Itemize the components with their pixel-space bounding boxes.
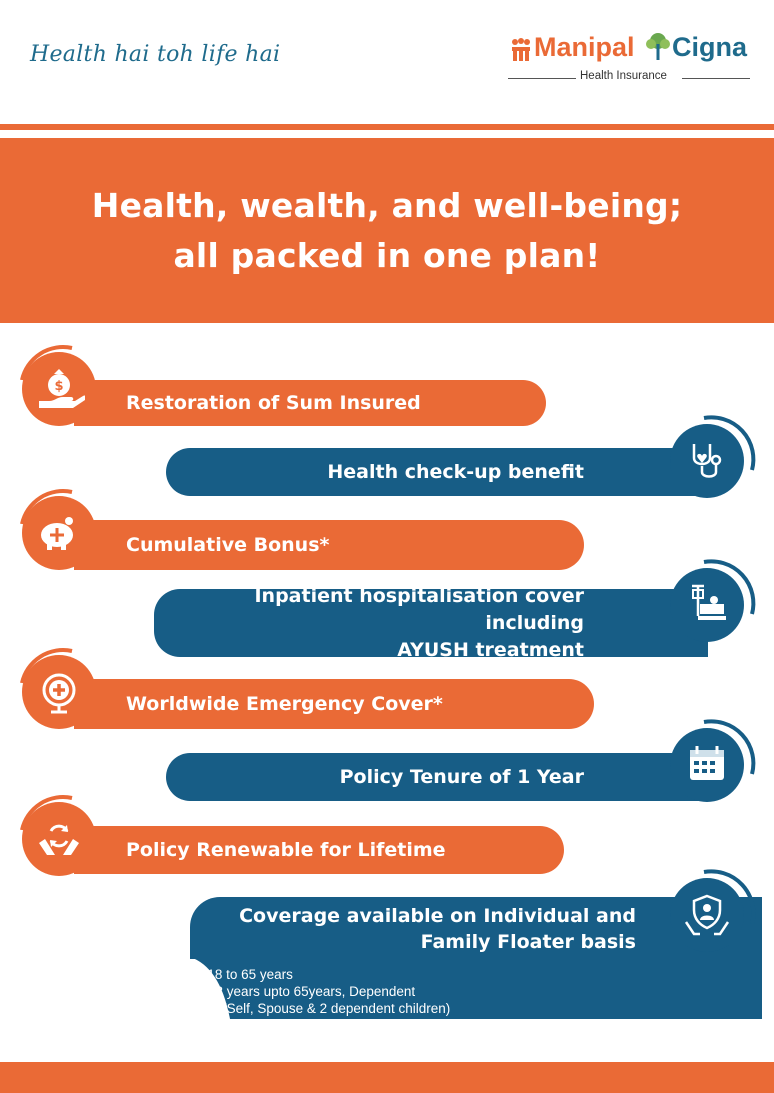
logo-subtitle: Health Insurance xyxy=(580,70,667,82)
svg-text:$: $ xyxy=(54,379,64,394)
calendar-icon xyxy=(670,728,744,802)
feature-policy-renewable xyxy=(74,826,564,874)
logo-brand-right: Cigna xyxy=(672,32,748,62)
feature-inpatient-hospitalisation xyxy=(154,584,708,661)
coverage-points xyxy=(78,966,450,1017)
feature-label: Cumulative Bonus* xyxy=(126,534,330,556)
coverage-title: Coverage available on Individual and Family Floater basis xyxy=(190,897,762,959)
hospital-bed-icon xyxy=(670,568,744,642)
tagline: Health hai toh life hai xyxy=(30,42,281,67)
money-bag-hand-icon xyxy=(22,352,96,426)
coverage-point: • Family: Adult above 18 years upto 65years, Dependent xyxy=(78,984,416,999)
feature-label: Worldwide Emergency Cover* xyxy=(126,693,443,715)
feature-restoration-sum-insured xyxy=(74,380,546,426)
banner-title: Health, wealth, and well-being; all packed in one plan! xyxy=(91,185,683,275)
feature-label: Inpatient hospitalisation cover including AYUSH treatment xyxy=(254,584,584,661)
globe-medical-icon xyxy=(22,655,96,729)
feature-label: Restoration of Sum Insured xyxy=(126,392,421,414)
manipal-figure-icon xyxy=(510,38,532,62)
feature-worldwide-emergency xyxy=(74,679,594,729)
stethoscope-heart-icon xyxy=(670,424,744,498)
feature-label: Policy Renewable for Lifetime xyxy=(126,839,446,861)
feature-cumulative-bonus xyxy=(74,520,584,570)
manipal-cigna-logo xyxy=(506,32,752,88)
piggy-bank-icon xyxy=(22,496,96,570)
coverage-point: • Individual: Between 18 to 65 years xyxy=(78,967,293,982)
renewal-hands-icon xyxy=(22,802,96,876)
feature-label: Policy Tenure of 1 Year xyxy=(339,765,584,788)
family-shield-icon xyxy=(670,878,744,952)
feature-policy-tenure xyxy=(166,753,708,801)
coverage-point: children upto 25 years (Self, Spouse & 2 dependent children) xyxy=(78,1001,451,1016)
tree-icon xyxy=(644,32,672,62)
logo-divider-left xyxy=(508,78,576,79)
bottom-bar xyxy=(0,1062,774,1093)
logo-divider-right xyxy=(682,78,750,79)
feature-health-checkup xyxy=(166,448,708,496)
top-stripe xyxy=(0,124,774,130)
feature-label: Health check-up benefit xyxy=(327,460,584,483)
hero-banner xyxy=(0,138,774,323)
logo-brand-left: Manipal xyxy=(534,32,635,62)
